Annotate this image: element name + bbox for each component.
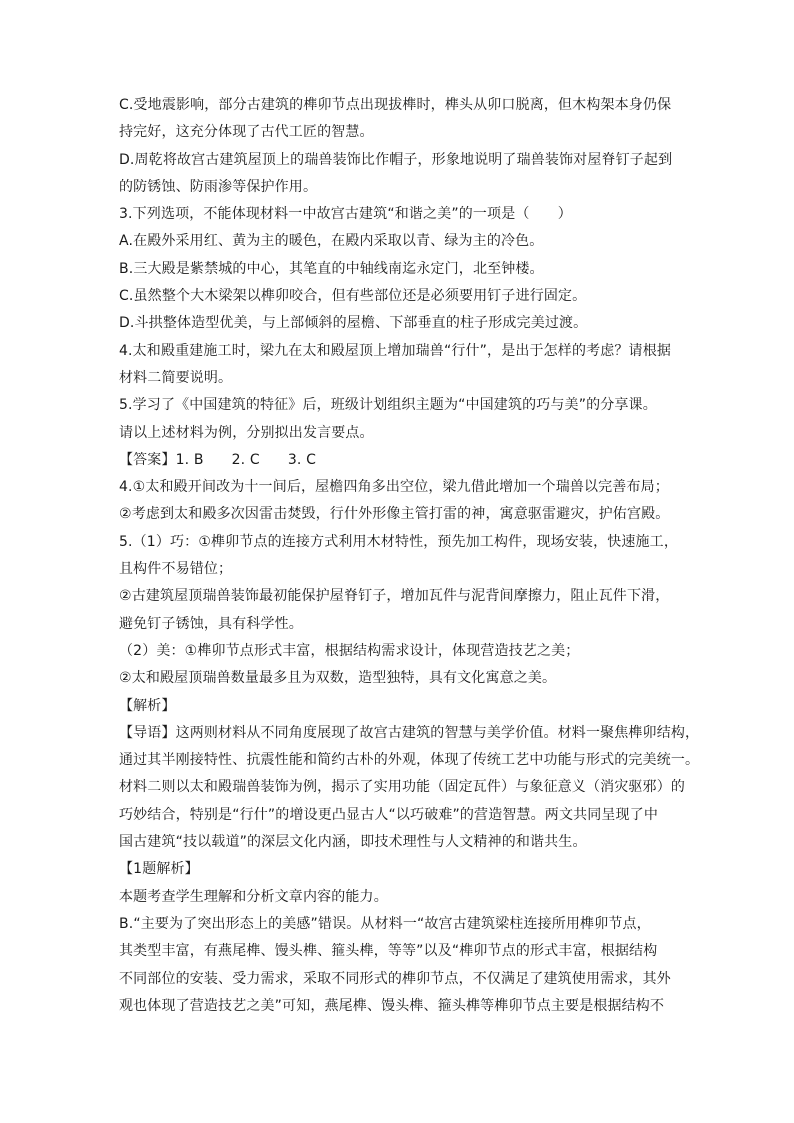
question-3: 3.下列选项，不能体现材料一中故宫古建筑“和谐之美”的一项是（ ） [119,206,572,223]
question-3-option-d: D.斗拱整体造型优美，与上部倾斜的屋檐、下部垂直的柱子形成完美过渡。 [119,315,588,332]
question-5-line-2: 请以上述材料为例，分别拟出发言要点。 [119,424,374,441]
answer-3: 3. C [287,451,316,468]
q1-analysis-line-4: 不同部位的安装、受力需求，采取不同形式的榫卯节点，不仅满足了建筑使用需求，其外 [119,970,671,987]
answer-5-line-6: ②太和殿屋顶瑞兽数量最多且为双数，造型独特，具有文化寓意之美。 [119,670,557,687]
analysis-heading: 【解析】 [119,697,176,714]
answer-5-line-4: 避免钉子锈蚀，具有科学性。 [119,615,303,632]
intro-line-4: 巧妙结合，特别是“行什”的增设更凸显古人“以巧破难”的营造智慧。两文共同呈现了中 [119,806,659,823]
intro-line-1: 【导语】这两则材料从不同角度展现了故宫古建筑的智慧与美学价值。材料一聚焦榫卯结构， [119,724,700,741]
question-3-option-c: C.虽然整个大木梁架以榫卯咬合，但有些部位还是必须要用钉子进行固定。 [119,288,587,305]
intro-line-5: 国古建筑“技以载道”的深层文化内涵，即技术理性与人文精神的和谐共生。 [119,834,587,851]
q1-analysis-line-3: 其类型丰富，有燕尾榫、馒头榫、箍头榫，等等”以及“榫卯节点的形式丰富，根据结构 [119,943,658,960]
answer-5-line-3: ②古建筑屋顶瑞兽装饰最初能保护屋脊钉子，增加瓦件与泥背间摩擦力，阻止瓦件下滑， [119,588,670,605]
answer-5-line-5: （2）美：①榫卯节点形式丰富，根据结构需求设计，体现营造技艺之美； [119,642,580,659]
question-4-line-2: 材料二简要说明。 [119,369,233,386]
q1-analysis-heading: 【1题解析】 [119,861,199,878]
question-3-option-b: B.三大殿是紫禁城的中心，其笔直的中轴线南迄永定门，北至钟楼。 [119,260,544,277]
option-c-line-2: 持完好，这充分体现了古代工匠的智慧。 [119,124,374,141]
answer-2: 2. C [231,451,260,468]
answer-4-line-1: 4.①太和殿开间改为十一间后，屋檐四角多出空位，梁九借此增加一个瑞兽以完善布局； [119,479,669,496]
q1-analysis-line-2: B.“主要为了突出形态上的美感”错误。从材料一“故宫古建筑梁柱连接所用榫卯节点， [119,915,651,932]
option-c-line-1: C.受地震影响，部分古建筑的榫卯节点出现拔榫时，榫头从卯口脱离，但木构架本身仍保 [119,97,672,113]
intro-line-3: 材料二则以太和殿瑞兽装饰为例，揭示了实用功能（固定瓦件）与象征意义（消灾驱邪）的 [119,779,685,796]
option-d-line-1: D.周乾将故宫古建筑屋顶上的瑞兽装饰比作帽子，形象地说明了瑞兽装饰对屋脊钉子起到 [119,151,673,168]
answer-line [119,447,679,474]
answer-5-line-2: 且构件不易错位； [119,561,233,578]
option-d-line-2: 的防锈蚀、防雨渗等保护作用。 [119,178,318,195]
q1-analysis-line-5: 观也体现了营造技艺之美”可知，燕尾榫、馒头榫、箍头榫等榫卯节点主要是根据结构不 [119,997,665,1014]
answer-label: 【答案】1. B [119,451,204,468]
question-3-option-a: A.在殿外采用红、黄为主的暖色，在殿内采取以青、绿为主的冷色。 [119,233,544,250]
answer-4-line-2: ②考虑到太和殿多次因雷击焚毁，行什外形像主管打雷的神，寓意驱雷避灾，护佑宫殿。 [119,506,670,523]
document-body [119,92,700,1020]
question-5-line-1: 5.学习了《中国建筑的特征》后，班级计划组织主题为“中国建筑的巧与美”的分享课。 [119,397,657,414]
intro-line-2: 通过其半刚接特性、抗震性能和简约古朴的外观，体现了传统工艺中功能与形式的完美统一。 [119,752,700,769]
q1-analysis-line-1: 本题考查学生理解和分析文章内容的能力。 [119,888,388,905]
question-4-line-1: 4.太和殿重建施工时，梁九在太和殿屋顶上增加瑞兽“行什”，是出于怎样的考虑？请根据 [119,342,672,359]
answer-5-line-1: 5.（1）巧：①榫卯节点的连接方式利用木材特性，预先加工构件，现场安装，快速施工， [119,533,678,550]
